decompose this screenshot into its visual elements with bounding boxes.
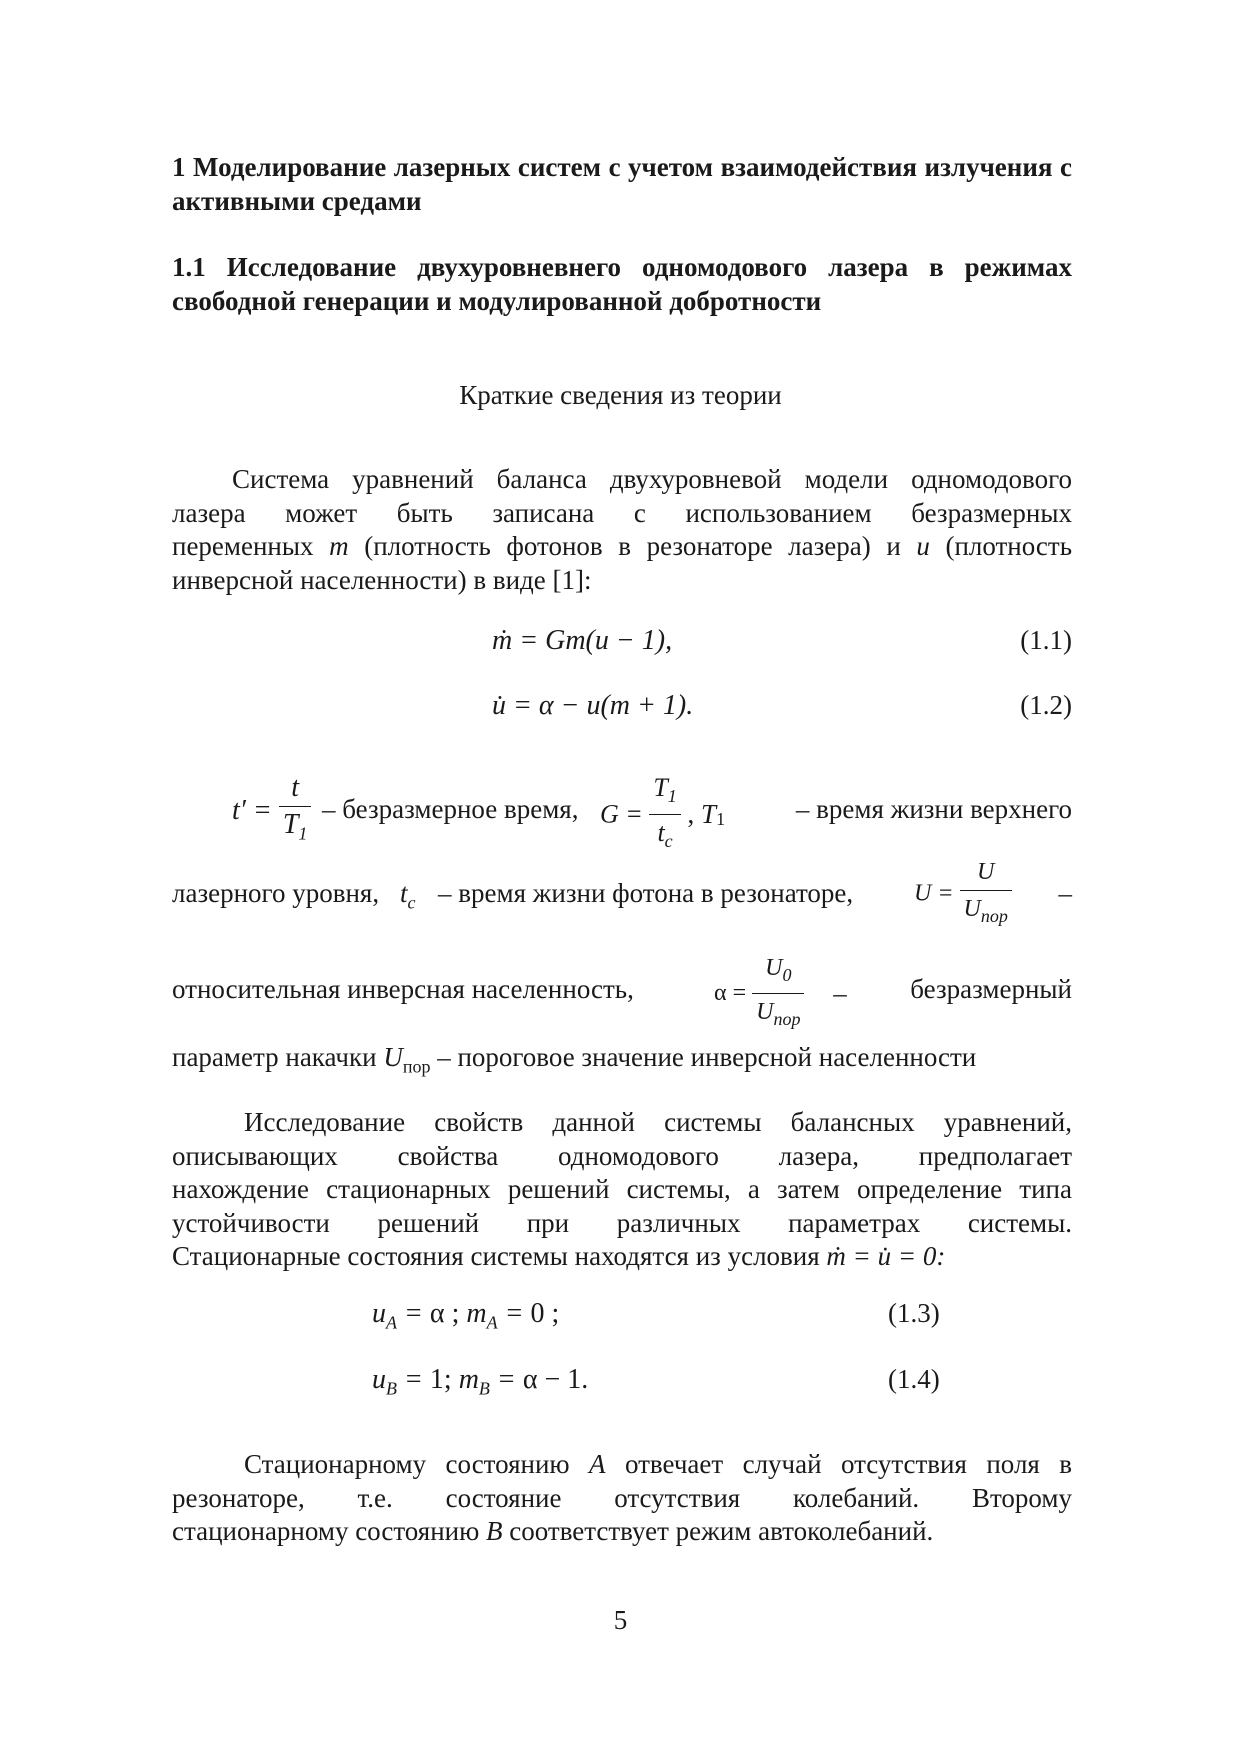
- definition-line-3: относительная инверсная населенность, α = $\frac{U_0}{U_{пор}}$ – безразмерный: [172, 950, 1072, 1030]
- text-line: Стационарному состоянию A отвечает случай отсутствия поля в: [244, 1449, 1073, 1479]
- chapter-heading: 1 Моделирование лазерных систем с учетом взаимодействия излучения с активными средами: [172, 152, 1072, 216]
- section-heading: 1.1 Исследование двухуровневнего одномодового лазера в режимах свободной генерации и модулированной добротности: [172, 252, 1072, 316]
- definition-line-2: лазерного уровня, $t_c$ – время жизни фотона в резонаторе, U = $\frac{U}{U_{пор}}$ –: [172, 860, 1072, 940]
- text-line: инверсной населенности) в виде [1]:: [172, 564, 592, 595]
- text-line: Система уравнений баланса двухуровневой модели одномодового: [232, 464, 1072, 494]
- definition-line-1: t′ = $\frac{t}{T_1}$ – безразмерное время, G = $\frac{T_1}{t_c}$ , $T_1$ – время жизни верхнего: [172, 770, 1072, 850]
- paragraph-states: [172, 1448, 1072, 1549]
- subsection-title: Краткие сведения из теории: [459, 380, 782, 410]
- tc-symbol: $t_c$: [400, 878, 416, 913]
- equation-body: ṁ = Gm(u − 1),: [492, 625, 673, 656]
- paragraph-stationary: [172, 1106, 1072, 1274]
- paragraph-intro: [172, 463, 1072, 597]
- alpha-definition: α = $\frac{U_0}{U_{пор}}$ –: [714, 950, 847, 1037]
- text-line: устойчивости решений при различных параметрах системы.: [172, 1207, 1072, 1238]
- text-line: стационарному состоянию B соответствует режим автоколебаний.: [172, 1516, 934, 1546]
- equation-body: u̇ = α − u(m + 1).: [492, 690, 694, 721]
- text-line: Исследование свойств данной системы балансных уравнений,: [244, 1107, 1072, 1137]
- equation-body: $u_B = 1$; $m_B = \alpha - 1$.: [372, 1364, 589, 1399]
- equation-number: (1.1): [1020, 625, 1072, 655]
- u-definition: U = $\frac{U}{U_{пор}}$: [914, 854, 1012, 934]
- g-definition: G = $\frac{T_1}{t_c}$ , $T_1$: [600, 770, 725, 859]
- text-line: Стационарные состояния системы находятся из условия ṁ = u̇ = 0:: [172, 1241, 946, 1271]
- t-prime-definition: t′ = $\frac{t}{T_1}$: [232, 770, 311, 852]
- equation-number: (1.2): [1020, 690, 1072, 720]
- text-line: резонаторе, т.е. состояние отсутствия колебаний. Второму: [172, 1482, 1072, 1513]
- text-line: лазера может быть записана с использованием безразмерных: [172, 497, 1072, 528]
- page-number: 5: [613, 1605, 628, 1635]
- equation-number: (1.4): [888, 1364, 940, 1394]
- equation-body: $u_A = \alpha$ ; $m_A = 0$ ;: [372, 1298, 560, 1333]
- text-line: переменных m (плотность фотонов в резонаторе лазера) и u (плотность: [172, 531, 1073, 561]
- equation-number: (1.3): [888, 1298, 940, 1328]
- text-line: описывающих свойства одномодового лазера, предполагает: [172, 1140, 1072, 1171]
- definition-line-4: параметр накачки $U_{пор}$ – пороговое значение инверсной населенности: [172, 1042, 977, 1077]
- text-line: нахождение стационарных решений системы, а затем определение типа: [172, 1174, 1072, 1204]
